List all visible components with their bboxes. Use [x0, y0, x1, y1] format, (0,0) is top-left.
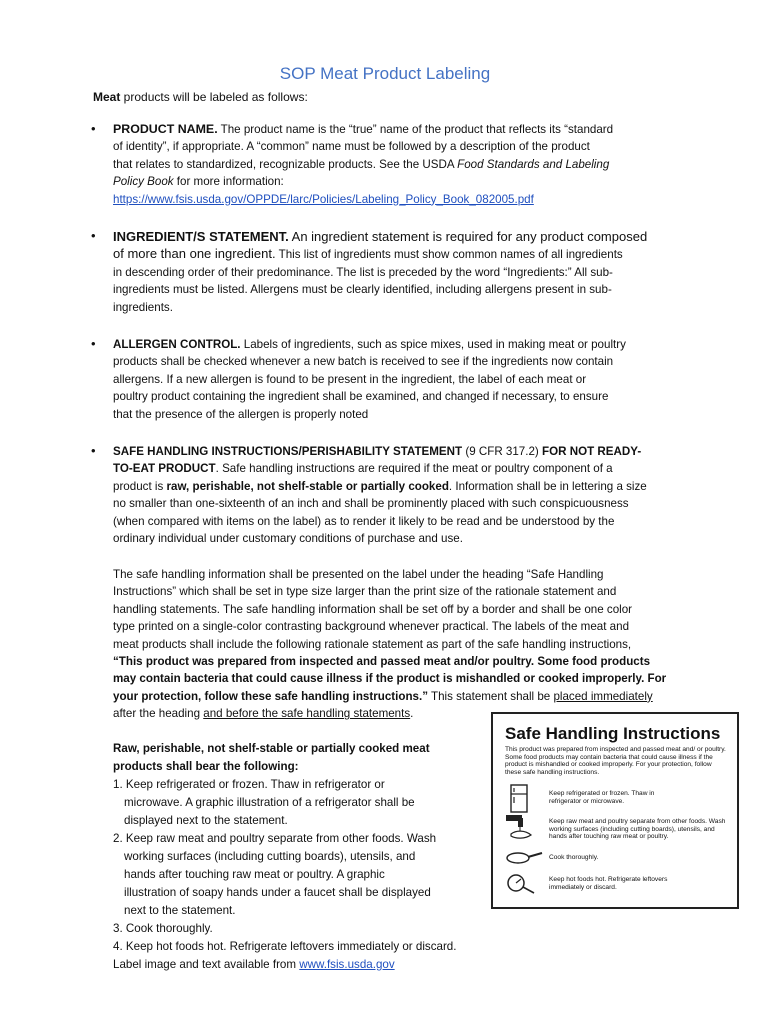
fsis-link[interactable]: www.fsis.usda.gov — [299, 958, 395, 971]
bullet: • — [91, 121, 96, 136]
page-title: SOP Meat Product Labeling — [279, 64, 491, 83]
text-line: . Information shall be in lettering a size — [448, 479, 647, 493]
text-line: The safe handling information shall be presented on the label under the heading “Safe Handling — [113, 568, 604, 581]
list-item: hands after touching raw meat or poultry. A graphic — [124, 868, 385, 881]
text-line: ordinary individual under customary conditions of purchase and use. — [113, 532, 463, 546]
label-title: Safe Handling Instructions — [505, 724, 721, 743]
safe-handling-section — [113, 443, 681, 547]
text-line: of identity”, if appropriate. A “common” name must be followed by a description of the product — [113, 140, 590, 154]
list-item: next to the statement. — [124, 904, 236, 917]
product-name-section — [113, 121, 613, 208]
text-line: raw, perishable, not shelf-stable or partially cooked — [166, 479, 449, 493]
text-line: products shall be checked whenever a new batch is received to see if the ingredients now contain — [113, 355, 614, 369]
ingredient-heading: INGREDIENT/S STATEMENT. — [113, 229, 289, 244]
source-text: Label image and text available from — [113, 958, 300, 971]
allergen-heading: ALLERGEN CONTROL. — [113, 338, 241, 351]
cfr-citation: (9 CFR 317.2) — [462, 445, 543, 458]
list-item: 2. Keep raw meat and poultry separate from other foods. Wash — [113, 832, 437, 845]
bullet: • — [91, 336, 96, 351]
text-line: in descending order of their predominance. The list is preceded by the word “Ingredients:” All sub- — [113, 265, 613, 279]
text-line: (when compared with items on the label) as to render it likely to be read and be understood by the — [113, 514, 615, 528]
list-item: 3. Cook thoroughly. — [113, 922, 213, 935]
skillet-icon — [505, 850, 543, 866]
list-item: working surfaces (including cutting boards), utensils, and — [124, 850, 416, 863]
text-line: that the presence of the allergen is properly noted — [113, 407, 369, 421]
list-item: 1. Keep refrigerated or frozen. Thaw in refrigerator or — [113, 778, 385, 791]
text-line: . — [410, 707, 414, 721]
safe-handling-label — [491, 712, 739, 909]
intro-bold: Meat — [93, 90, 121, 104]
text-line: product is — [113, 479, 167, 493]
label-separate: Keep raw meat and poultry separate from other foods. Wash working surfaces (including cutting boards), utensils, and hands after touching raw meat or poultry. — [549, 818, 726, 841]
text-line: The product name is the “true” name of the product that reflects its “standard — [217, 123, 614, 136]
italic-text: Food Standards and Labeling — [457, 157, 610, 171]
text-line: for more information: — [173, 175, 284, 189]
rationale-statement: may contain bacteria that could cause illness if the product is mishandled or cooked improperly. For — [113, 672, 667, 686]
thermometer-icon — [507, 870, 535, 896]
list-item: microwave. A graphic illustration of a refrigerator shall be — [124, 796, 415, 809]
ingredient-section — [113, 228, 647, 316]
faucet-hands-icon — [503, 812, 537, 842]
underlined-text: placed immediately — [553, 689, 653, 703]
text-line: Instructions” which shall be set in type size larger than the print size of the rationale statement and — [113, 585, 617, 599]
intro-rest: products will be labeled as follows: — [120, 90, 308, 104]
underlined-text: and before the safe handling statements — [203, 707, 411, 721]
labeling-policy-link[interactable]: https://www.fsis.usda.gov/OPPDE/larc/Policies/Labeling_Policy_Book_082005.pdf — [113, 192, 534, 206]
italic-text: Policy Book — [113, 175, 174, 189]
allergen-section — [113, 336, 626, 423]
text-line: of more than one ingredient. — [113, 246, 276, 262]
text-line: Labels of ingredients, such as spice mixes, used in making meat or poultry — [240, 338, 626, 351]
safe-handling-paragraph — [113, 566, 681, 723]
text-line: This statement shall be — [428, 689, 554, 703]
product-name-heading: PRODUCT NAME. — [113, 122, 218, 136]
text-line: This list of ingredients must show common names of all ingredients — [275, 248, 623, 262]
text-line: FOR NOT READY- — [542, 445, 642, 458]
rationale-statement: your protection, follow these safe handling instructions.” — [113, 689, 428, 703]
bullet: • — [91, 443, 96, 458]
list-item: illustration of soapy hands under a faucet shall be displayed — [124, 886, 431, 899]
refrigerator-icon — [507, 784, 531, 814]
list-item: displayed next to the statement. — [124, 814, 288, 827]
safe-handling-heading: SAFE HANDLING INSTRUCTIONS/PERISHABILITY STATEMENT — [113, 445, 463, 458]
raw-heading: products shall bear the following: — [113, 760, 299, 773]
rationale-statement: “This product was prepared from inspected and passed meat and/or poultry. Some food products — [113, 655, 651, 669]
raw-heading: Raw, perishable, not shelf-stable or partially cooked meat — [113, 742, 430, 755]
text-line: ingredients must be listed. Allergens must be clearly identified, including allergens present in sub- — [113, 283, 612, 297]
text-line: TO-EAT PRODUCT — [113, 462, 216, 476]
text-line: type printed on a single-color contrasting background whenever practical. The labels of the meat and — [113, 620, 630, 634]
list-item: 4. Keep hot foods hot. Refrigerate leftovers immediately or discard. — [113, 940, 457, 953]
bullet: • — [91, 228, 96, 243]
text-line: ingredients. — [113, 300, 173, 314]
label-cook: Cook thoroughly. — [549, 854, 599, 861]
label-refrigerate: Keep refrigerated or frozen. Thaw in refrigerator or microwave. — [549, 790, 655, 805]
text-line: handling statements. The safe handling information shall be set off by a border and shall be one color — [113, 602, 633, 616]
text-line: no smaller than one-sixteenth of an inch and shall be prominently placed with such conspicuousness — [113, 497, 629, 511]
intro-line — [93, 90, 308, 104]
text-line: poultry product containing the ingredient shall be examined, and changed if necessary, to ensure — [113, 390, 609, 404]
text-line: after the heading — [113, 707, 204, 721]
text-line: An ingredient statement is required for any product composed — [288, 229, 648, 244]
label-hot-foods: Keep hot foods hot. Refrigerate leftovers immediately or discard. — [549, 876, 668, 891]
text-line: that relates to standardized, recognizable products. See the USDA — [113, 157, 458, 171]
text-line: . Safe handling instructions are required if the meat or poultry component of a — [215, 462, 613, 476]
text-line: meat products shall include the following rationale statement as part of the safe handling instructions, — [113, 637, 632, 651]
text-line: allergens. If a new allergen is found to be present in the ingredient, the label of each meat or — [113, 372, 587, 386]
label-intro: This product was prepared from inspected and passed meat and/ or poultry. Some food products may contain bacteria that could cause illness if the product is mishandled or cooked improperly. For your protection, follow these safe handling instructions. — [505, 746, 726, 776]
